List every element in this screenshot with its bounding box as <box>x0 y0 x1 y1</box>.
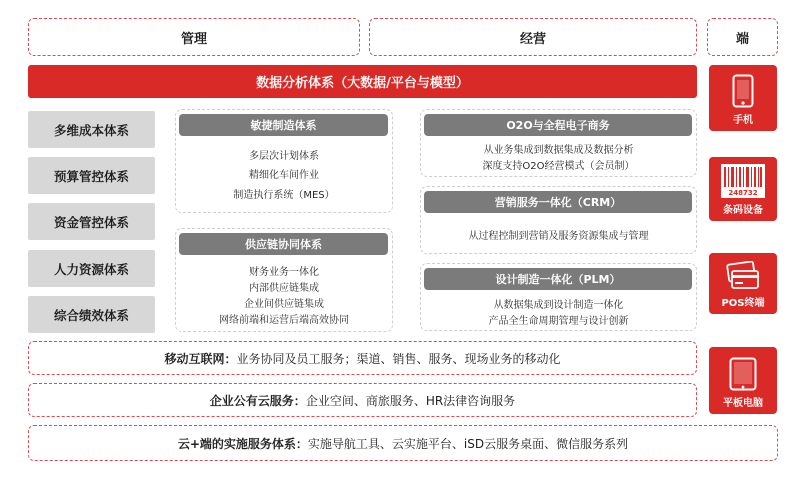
band-label: 云+端的实施服务体系： <box>177 436 308 451</box>
device-tablet <box>709 347 777 414</box>
system-label: 资金管控体系 <box>53 214 129 230</box>
system-hr <box>28 250 155 287</box>
band-mobile-internet <box>28 341 697 375</box>
system-label: 多维成本体系 <box>53 122 129 138</box>
panel-plm <box>420 263 697 331</box>
device-label: 手机 <box>733 115 753 126</box>
panel-line: 产品全生命周期管理与设计创新 <box>488 316 629 327</box>
header-management <box>28 18 360 56</box>
panel-line: 多层次计划体系 <box>249 151 319 162</box>
system-funds <box>28 203 155 240</box>
header-operations-label: 经营 <box>519 31 546 47</box>
analytics-bar-label: 数据分析体系（大数据/平台与模型） <box>256 76 469 91</box>
band-text: 业务协同及员工服务；渠道、销售、服务、现场业务的移动化 <box>236 351 561 366</box>
panel-line: 从数据集成到设计制造一体化 <box>493 300 624 311</box>
header-terminal-label: 端 <box>735 31 749 47</box>
band-text: 实施导航工具、云实施平台、iSD云服务桌面、微信服务系列 <box>307 436 629 451</box>
panel-line: 内部供应链集成 <box>249 283 319 294</box>
panel-title: 供应链协同体系 <box>179 233 388 255</box>
panel-o2o <box>420 109 697 177</box>
panel-title: 设计制造一体化（PLM） <box>424 268 692 290</box>
panel-line: 制造执行系统（MES） <box>233 190 335 201</box>
barcode-number: 248732 <box>728 189 758 197</box>
panel-line: 财务业务一体化 <box>249 267 319 278</box>
band-implementation-services <box>28 425 778 461</box>
system-label: 综合绩效体系 <box>53 307 129 323</box>
band-text: 企业空间、商旅服务、HR法律咨询服务 <box>305 393 516 408</box>
system-label: 预算管控体系 <box>53 168 129 184</box>
band-public-cloud <box>28 383 697 417</box>
barcode-icon <box>721 164 765 198</box>
panel-line: 从业务集成到数据集成及数据分析 <box>483 145 634 156</box>
band-label: 企业公有云服务： <box>209 393 306 408</box>
header-management-label: 管理 <box>180 31 207 47</box>
panel-line: 从过程控制到营销及服务资源集成与管理 <box>468 231 649 242</box>
panel-supply-chain <box>175 228 393 332</box>
panel-title: 营销服务一体化（CRM） <box>424 191 692 213</box>
device-label: POS终端 <box>721 298 765 309</box>
device-label: 平板电脑 <box>723 398 763 409</box>
header-operations <box>369 18 697 56</box>
band-label: 移动互联网： <box>164 351 237 366</box>
pos-card-icon <box>726 261 760 291</box>
analytics-bar <box>28 65 697 98</box>
device-phone <box>709 65 777 131</box>
panel-line: 深度支持O2O经营模式（会员制） <box>482 161 635 172</box>
system-multi-cost <box>28 111 155 148</box>
system-budget <box>28 157 155 194</box>
phone-icon <box>732 74 754 108</box>
panel-title: O2O与全程电子商务 <box>424 114 692 136</box>
panel-line: 企业间供应链集成 <box>244 299 324 310</box>
device-barcode <box>709 157 777 221</box>
tablet-icon <box>729 357 757 391</box>
panel-line: 精细化车间作业 <box>249 170 319 181</box>
system-label: 人力资源体系 <box>53 261 129 277</box>
panel-agile-manufacturing <box>175 109 393 213</box>
panel-line: 网络前端和运营后端高效协同 <box>219 315 349 326</box>
system-performance <box>28 296 155 333</box>
device-label: 条码设备 <box>723 205 763 216</box>
device-pos <box>709 253 777 314</box>
panel-crm <box>420 186 697 254</box>
header-terminal <box>707 18 778 56</box>
panel-title: 敏捷制造体系 <box>179 114 388 136</box>
